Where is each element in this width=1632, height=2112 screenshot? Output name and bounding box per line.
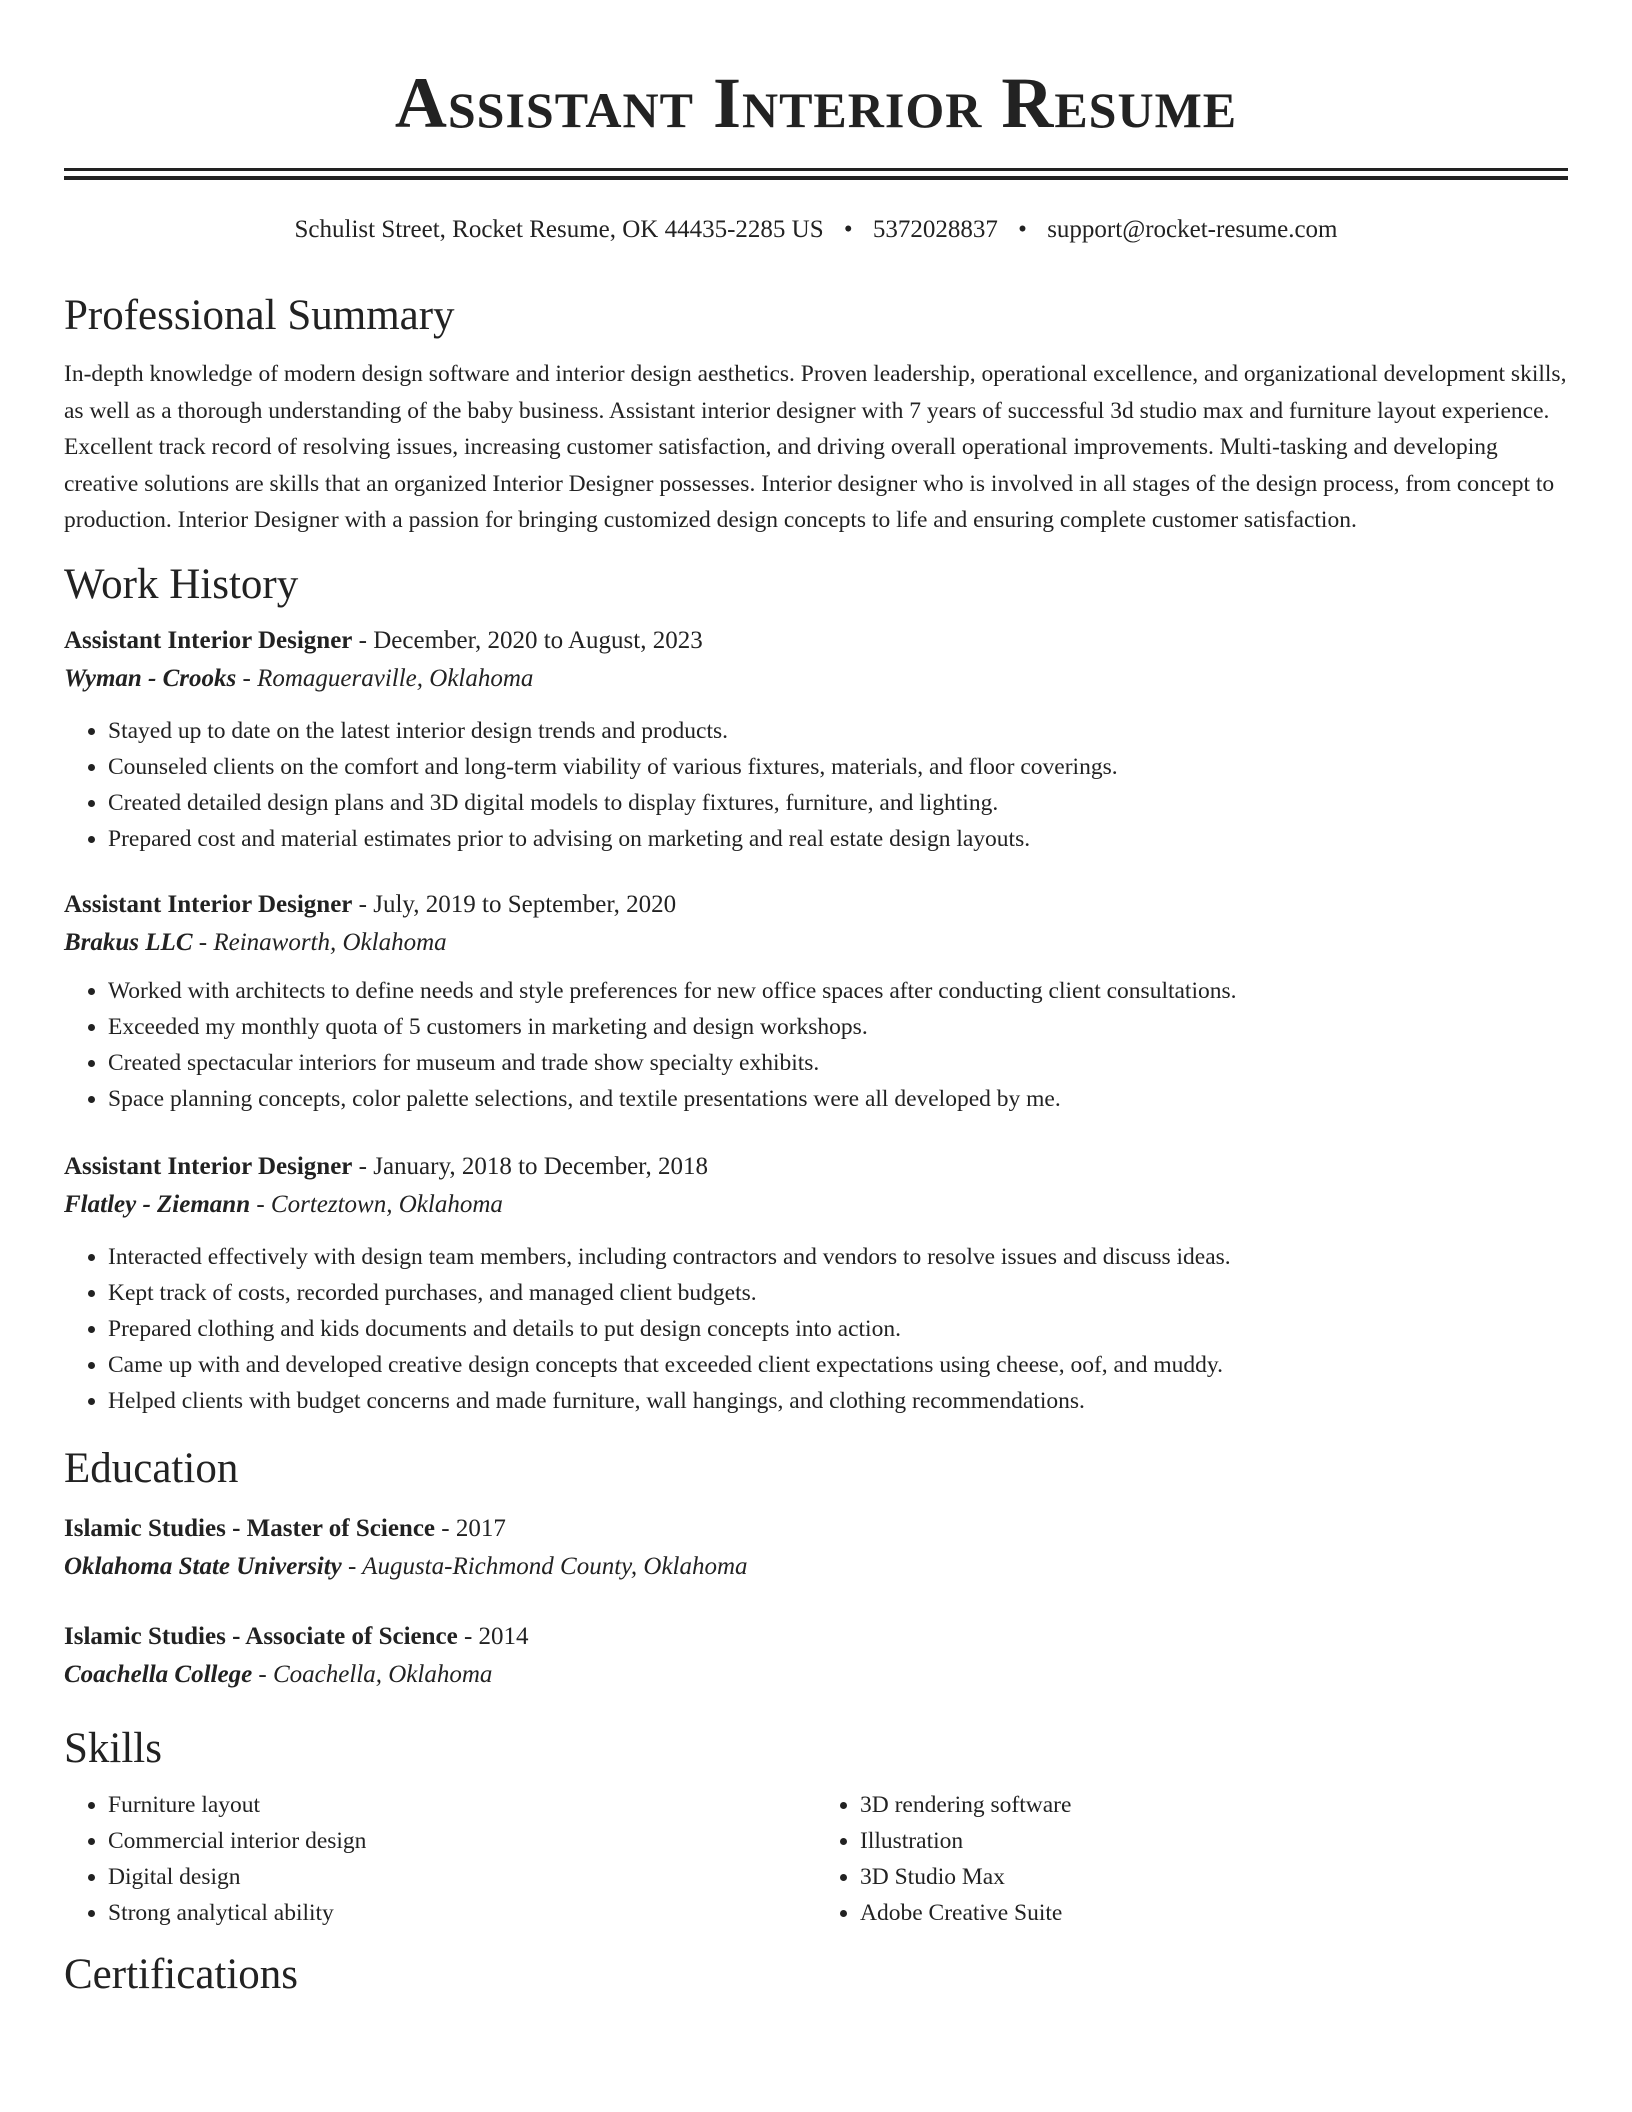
job-company-line — [64, 1185, 1568, 1225]
education-heading: Education — [64, 1444, 239, 1492]
job-bullet: • Came up with and developed creative design concepts that exceeded client expectations using cheese, oof, and muddy. — [108, 1347, 1568, 1383]
skill-item: • Digital design — [108, 1859, 816, 1895]
job-bullets — [64, 1239, 1568, 1419]
contact-separator: • — [1018, 216, 1027, 243]
job-dates: - December, 2020 to August, 2023 — [352, 626, 703, 654]
skills-column-right — [816, 1787, 1568, 1931]
job-company: Brakus LLC — [64, 928, 193, 956]
contact-line — [64, 214, 1568, 246]
job-location: - Corteztown, Oklahoma — [250, 1190, 503, 1218]
education-location: - Augusta-Richmond County, Oklahoma — [341, 1552, 748, 1580]
job-dates: - July, 2019 to September, 2020 — [352, 890, 677, 918]
job-bullet: • Prepared cost and material estimates prior to advising on marketing and real estate design layouts. — [108, 821, 1568, 857]
education-header — [64, 1619, 1568, 1655]
contact-email: support@rocket-resume.com — [1047, 216, 1338, 243]
job-entry — [64, 623, 1568, 857]
resume-title: Assistant Interior Resume — [394, 63, 1238, 143]
education-degree: Islamic Studies - Associate of Science — [64, 1622, 458, 1650]
skill-item: • Illustration — [860, 1823, 1568, 1859]
title-divider — [64, 168, 1568, 180]
skills-column-left — [64, 1787, 816, 1931]
education-entry — [64, 1619, 1568, 1695]
education-school: Coachella College — [64, 1660, 253, 1688]
education-school: Oklahoma State University — [64, 1552, 342, 1580]
education-school-line — [64, 1655, 1568, 1695]
job-title: Assistant Interior Designer — [64, 890, 353, 918]
job-bullet: • Counseled clients on the comfort and long-term viability of various fixtures, materials, and floor coverings. — [108, 749, 1568, 785]
job-bullet: • Stayed up to date on the latest interior design trends and products. — [108, 713, 1568, 749]
job-title: Assistant Interior Designer — [64, 1152, 353, 1180]
contact-separator: • — [843, 216, 853, 243]
skills-heading: Skills — [64, 1724, 162, 1772]
job-bullet: • Prepared clothing and kids documents and details to put design concepts into action. — [108, 1311, 1568, 1347]
skill-item: • Commercial interior design — [108, 1823, 816, 1859]
job-bullet: • Created detailed design plans and 3D digital models to display fixtures, furniture, and lighting. — [108, 785, 1568, 821]
job-bullet: • Worked with architects to define needs and style preferences for new office spaces after conducting client consultations. — [108, 973, 1568, 1009]
skill-item: • Adobe Creative Suite — [860, 1895, 1568, 1931]
education-location: - Coachella, Oklahoma — [252, 1660, 493, 1688]
job-entry — [64, 887, 1568, 1117]
job-location: - Reinaworth, Oklahoma — [192, 928, 447, 956]
job-header — [64, 623, 1568, 659]
job-bullet: • Helped clients with budget concerns and made furniture, wall hangings, and clothing recommendations. — [108, 1383, 1568, 1419]
education-year: - 2017 — [435, 1514, 506, 1542]
job-company-line — [64, 659, 1568, 699]
summary-text: In-depth knowledge of modern design software and interior design aesthetics. Proven leadership, operational excellence, and organizational development skills, as well as a thorough understanding of the baby business. Assistant interior designer with 7 years of successful 3d studio max and furniture layout experience. Excellent track record of resolving issues, increasing customer satisfaction, and driving overall operational improvements. Multi-tasking and developing creative solutions are skills that an organized Interior Designer possesses. Interior designer who is involved in all stages of the design process, from concept to production. Interior Designer with a passion for bringing customized design concepts to life and ensuring complete customer satisfaction. — [64, 361, 1567, 533]
summary-heading: Professional Summary — [64, 292, 455, 339]
skill-item: • Strong analytical ability — [108, 1895, 816, 1931]
job-location: - Romagueraville, Oklahoma — [236, 664, 534, 692]
education-entry — [64, 1511, 1568, 1587]
job-bullet: • Interacted effectively with design team members, including contractors and vendors to resolve issues and discuss ideas. — [108, 1239, 1568, 1275]
job-header — [64, 1149, 1568, 1185]
job-bullet: • Exceeded my monthly quota of 5 customers in marketing and design workshops. — [108, 1009, 1568, 1045]
job-title: Assistant Interior Designer — [64, 626, 353, 654]
job-header — [64, 887, 1568, 923]
job-company: Flatley - Ziemann — [64, 1190, 251, 1218]
job-bullets — [64, 713, 1568, 857]
job-bullet: • Space planning concepts, color palette selections, and textile presentations were all developed by me. — [108, 1081, 1568, 1117]
education-degree: Islamic Studies - Master of Science — [64, 1514, 436, 1542]
job-bullet: • Kept track of costs, recorded purchases, and managed client budgets. — [108, 1275, 1568, 1311]
skill-item: • 3D rendering software — [860, 1787, 1568, 1823]
work-history-heading: Work History — [64, 560, 299, 608]
job-bullets — [64, 973, 1568, 1117]
education-header — [64, 1511, 1568, 1547]
skills-list — [64, 1787, 1568, 1931]
contact-address: Schulist Street, Rocket Resume, OK 44435-2285 US — [294, 216, 824, 243]
contact-phone: 5372028837 — [872, 216, 998, 243]
job-bullet: • Created spectacular interiors for museum and trade show specialty exhibits. — [108, 1045, 1568, 1081]
job-dates: - January, 2018 to December, 2018 — [352, 1152, 709, 1180]
job-company: Wyman - Crooks — [64, 664, 237, 692]
skill-item: • 3D Studio Max — [860, 1859, 1568, 1895]
education-year: - 2014 — [457, 1622, 529, 1650]
education-school-line — [64, 1547, 1568, 1587]
job-entry — [64, 1149, 1568, 1419]
skill-item: • Furniture layout — [108, 1787, 816, 1823]
job-company-line — [64, 923, 1568, 963]
certifications-heading: Certifications — [64, 1950, 299, 1998]
